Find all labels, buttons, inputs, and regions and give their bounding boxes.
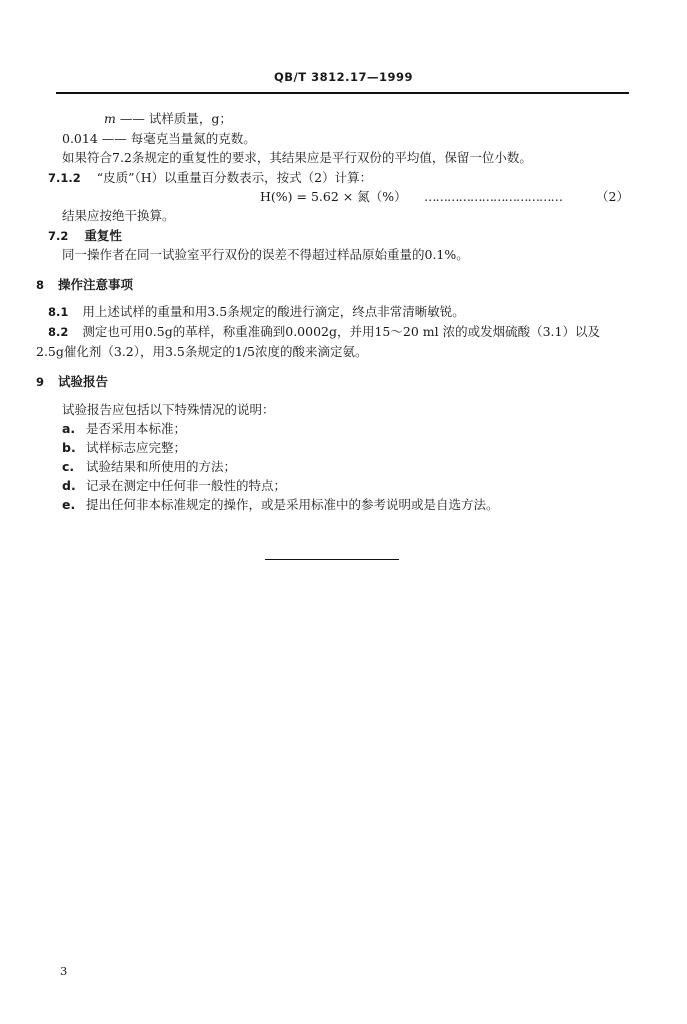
standard-code-header: QB/T 3812.17—1999 bbox=[274, 70, 413, 84]
page-number: 3 bbox=[60, 964, 68, 978]
definition-text: —— 试样质量，g； bbox=[119, 111, 232, 126]
definition-symbol: 0.014 bbox=[62, 131, 98, 146]
list-item-text: 提出任何非本标准规定的操作，或是采用标准中的参考说明或是自选方法。 bbox=[86, 497, 499, 512]
equation-number: （2） bbox=[596, 189, 629, 204]
header-rule bbox=[56, 92, 629, 94]
list-item-text: 记录在测定中任何非一般性的特点； bbox=[86, 478, 287, 493]
definition-text: —— 每毫克当量氮的克数。 bbox=[101, 131, 256, 146]
section-text: “皮质”（H）以重量百分数表示，按式（2）计算： bbox=[96, 170, 373, 185]
list-item-label: a. bbox=[62, 421, 76, 436]
section-title: 重复性 bbox=[84, 228, 122, 243]
dry-basis-note: 结果应按绝干换算。 bbox=[62, 208, 175, 223]
repeatability-note: 如果符合7.2条规定的重复性的要求，其结果应是平行双份的平均值，保留一位小数。 bbox=[62, 150, 532, 165]
end-of-standard-rule bbox=[265, 559, 399, 560]
paragraph-text: 用上述试样的重量和用3.5条规定的酸进行滴定，终点非常清晰敏锐。 bbox=[82, 304, 465, 319]
definition-m bbox=[104, 113, 232, 126]
section-9-heading bbox=[36, 376, 108, 389]
section-title: 试验报告 bbox=[58, 374, 109, 389]
section-number: 7.1.2 bbox=[48, 171, 81, 185]
list-item bbox=[62, 442, 186, 455]
section-7-2-heading bbox=[48, 230, 122, 243]
list-item-label: d. bbox=[62, 478, 76, 493]
section-8-heading bbox=[36, 279, 133, 292]
list-item bbox=[62, 461, 236, 474]
formula-leader-dots: ……………………………… bbox=[424, 189, 562, 204]
list-item bbox=[62, 480, 286, 493]
paragraph-8-1 bbox=[48, 306, 465, 319]
repeatability-text: 同一操作者在同一试验室平行双份的误差不得超过样品原始重量的0.1%。 bbox=[62, 247, 469, 262]
list-item-text: 试验结果和所使用的方法； bbox=[86, 459, 237, 474]
formula-h: H(%) = 5.62 × 氮（%） bbox=[260, 189, 407, 204]
section-7-1-2 bbox=[48, 172, 372, 185]
section-number: 9 bbox=[36, 375, 45, 389]
paragraph-8-2-continued: 2.5g催化剂（3.2），用3.5条规定的1/5浓度的酸来滴定氨。 bbox=[36, 344, 368, 359]
section-number: 7.2 bbox=[48, 229, 69, 243]
section-number: 8.2 bbox=[48, 325, 69, 339]
paragraph-8-2 bbox=[48, 326, 600, 339]
list-item bbox=[62, 499, 499, 512]
definition-symbol: m bbox=[104, 111, 116, 126]
list-item-label: b. bbox=[62, 440, 76, 455]
list-item-label: c. bbox=[62, 459, 75, 474]
definition-0014 bbox=[62, 133, 256, 146]
paragraph-text: 测定也可用0.5g的革样，称重准确到0.0002g，并用15～20 ml 浓的或发烟硫酸（3.1）以及 bbox=[82, 324, 600, 339]
list-item-label: e. bbox=[62, 497, 76, 512]
section-number: 8 bbox=[36, 278, 45, 292]
section-title: 操作注意事项 bbox=[58, 277, 134, 292]
report-intro: 试验报告应包括以下特殊情况的说明： bbox=[62, 402, 275, 417]
list-item-text: 是否采用本标准； bbox=[86, 421, 187, 436]
section-number: 8.1 bbox=[48, 305, 69, 319]
list-item bbox=[62, 423, 186, 436]
list-item-text: 试样标志应完整； bbox=[86, 440, 187, 455]
